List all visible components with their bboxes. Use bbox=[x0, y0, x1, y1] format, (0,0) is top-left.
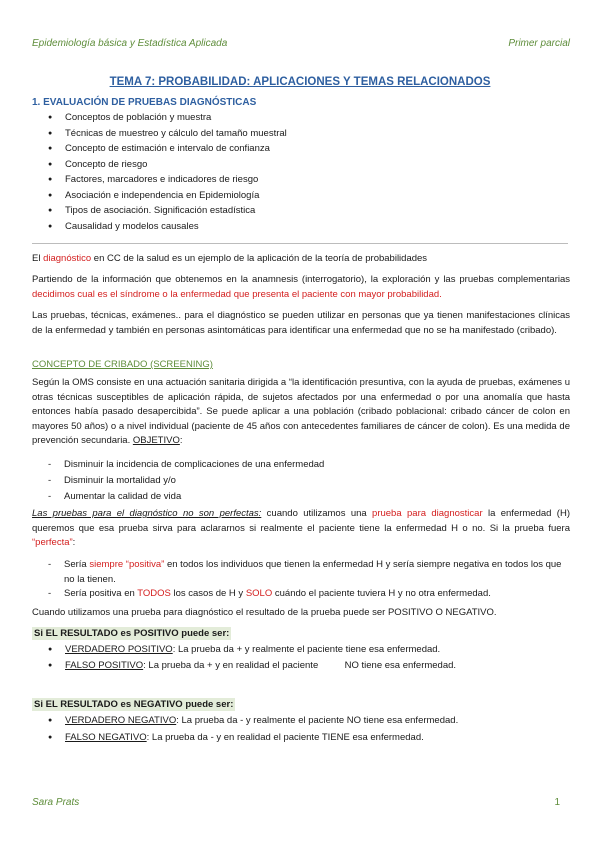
perfect-item: - Sería positiva en TODOS los casos de H y SOLO cuándo el paciente tuviera H y no otra enfermedad. bbox=[48, 588, 491, 599]
list-item: ● Asociación e independencia en Epidemiología bbox=[48, 188, 287, 204]
positive-item: ● FALSO POSITIVO: La prueba da + y en realidad el paciente NO tiene esa enfermedad. bbox=[48, 660, 457, 671]
topic-list bbox=[48, 110, 287, 234]
list-item: ● Factores, marcadores e indicadores de riesgo bbox=[48, 172, 287, 188]
paragraph-oms: Según la OMS consiste en una actuación sanitaria dirigida a “la identificación presuntiva, con la ayuda de pruebas, exámenes u otras técnicas susceptibles de aplicación rápida, de sujetos afectados por una enfermedad o por una anomalía que hasta entonces había pasado desapercibida”. Se puede aplicar a una población (cribado poblacional: cribado cáncer de colon en mayores 50 años) o a nivel individual (paciente de 45 años con antecedentes familiares de cáncer de colon). Es una medida de prevención secundaria. OBJETIVO: bbox=[32, 377, 570, 446]
list-item: ● Conceptos de población y muestra bbox=[48, 110, 287, 126]
negative-item: ● VERDADERO NEGATIVO: La prueba da - y realmente el paciente NO tiene esa enfermedad. bbox=[48, 715, 459, 726]
paragraph-anamnesis: Partiendo de la información que obtenemos en la anamnesis (interrogatorio), la exploración y las pruebas complementarias decidimos cual es el síndrome o la enfermedad que presenta el paciente con mayor probabilidad. bbox=[32, 274, 570, 300]
objective-item: - Aumentar la calidad de vida bbox=[48, 491, 182, 502]
paragraph-resultado: Cuando utilizamos una prueba para diagnóstico el resultado de la prueba puede ser POSITIVO O NEGATIVO. bbox=[32, 607, 497, 618]
header-subject: Epidemiología básica y Estadística Aplicada bbox=[32, 38, 228, 49]
positive-heading: Si EL RESULTADO es POSITIVO puede ser: bbox=[34, 628, 230, 639]
negative-item: ● FALSO NEGATIVO: La prueba da - y en realidad el paciente TIENE esa enfermedad. bbox=[48, 732, 424, 743]
divider bbox=[32, 243, 568, 244]
positive-item: ● VERDADERO POSITIVO: La prueba da + y realmente el paciente tiene esa enfermedad. bbox=[48, 644, 441, 655]
list-item: ● Concepto de estimación e intervalo de confianza bbox=[48, 141, 287, 157]
paragraph-diagnostico: El diagnóstico en CC de la salud es un ejemplo de la aplicación de la teoría de probabilidades bbox=[32, 253, 428, 264]
list-item: ● Tipos de asociación. Significación estadística bbox=[48, 203, 287, 219]
list-item: ● Causalidad y modelos causales bbox=[48, 219, 287, 235]
paragraph-pruebas: Las pruebas, técnicas, exámenes.. para el diagnóstico se pueden utilizar en personas que ya tienen manifestaciones clínicas de la enfermedad y también en personas asintomáticas para identificar una enfermedad que no se ha manifestado (cribado). bbox=[32, 310, 570, 336]
page-number: 1 bbox=[554, 797, 560, 808]
footer-author: Sara Prats bbox=[32, 797, 80, 808]
objective-item: - Disminuir la incidencia de complicaciones de una enfermedad bbox=[48, 459, 325, 470]
page-title: TEMA 7: PROBABILIDAD: APLICACIONES Y TEMAS RELACIONADOS bbox=[109, 76, 491, 88]
negative-heading: Si EL RESULTADO es NEGATIVO puede ser: bbox=[34, 699, 234, 710]
list-item: ● Concepto de riesgo bbox=[48, 157, 287, 173]
objective-item: - Disminuir la mortalidad y/o bbox=[48, 475, 176, 486]
section-heading: 1. EVALUACIÓN DE PRUEBAS DIAGNÓSTICAS bbox=[32, 97, 257, 108]
paragraph-no-perfectas: Las pruebas para el diagnóstico no son perfectas: cuando utilizamos una prueba para diagnosticar la enfermedad (H) queremos que esa prueba sirva para aclararnos si realmente el paciente tiene la enfermedad H o no. Si la prueba fuera “perfecta”: bbox=[32, 508, 570, 548]
list-item: ● Técnicas de muestreo y cálculo del tamaño muestral bbox=[48, 126, 287, 142]
perfect-item: - Sería siempre “positiva” en todos los individuos que tienen la enfermedad H y sería siempre negativa en todos los que no la tienen. bbox=[48, 559, 562, 585]
cribado-heading: CONCEPTO DE CRIBADO (SCREENING) bbox=[32, 359, 213, 370]
header-exam: Primer parcial bbox=[508, 38, 570, 49]
